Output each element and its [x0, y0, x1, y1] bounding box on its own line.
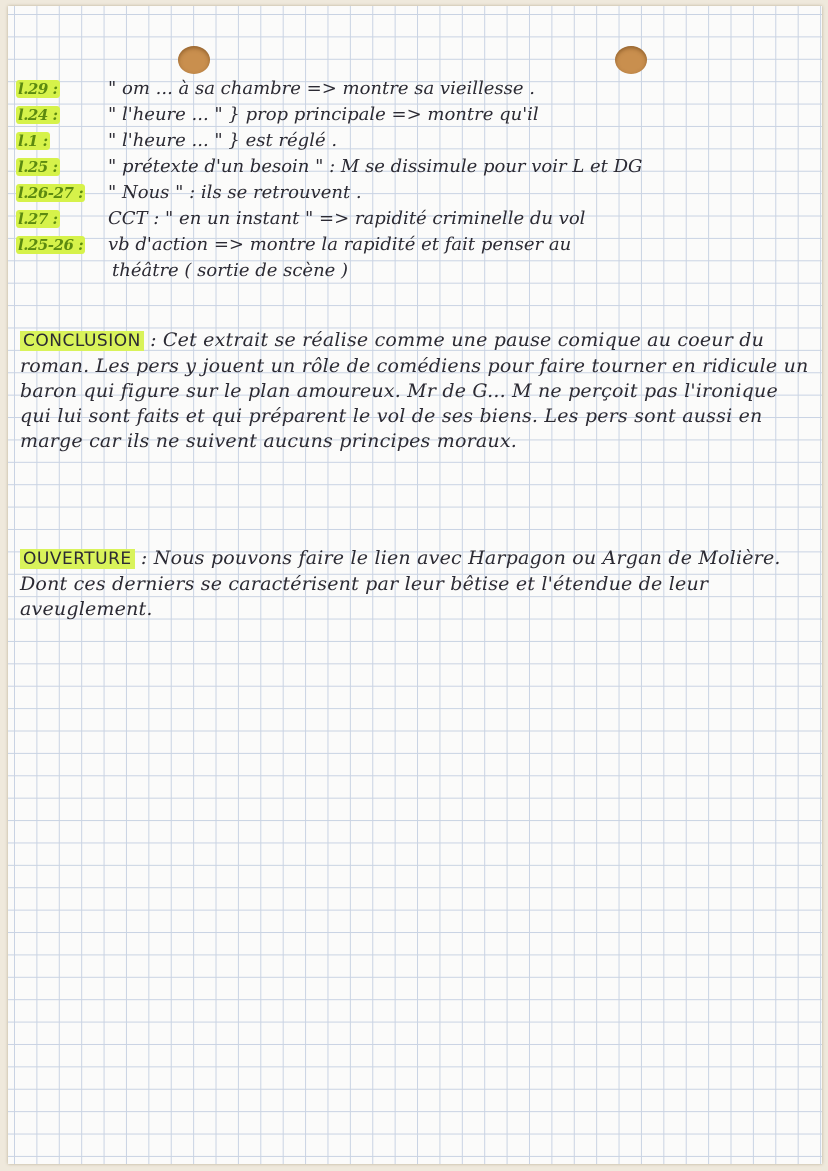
note-row — [16, 76, 816, 102]
line-reference: l.27 : — [18, 210, 58, 228]
binder-hole-right — [615, 46, 647, 74]
line-reference: l.29 : — [18, 80, 58, 98]
note-text: " prétexte d'un besoin " : M se dissimule pour voir L et DG — [108, 156, 643, 177]
conclusion-text: : Cet extrait se réalise comme une pause comique au coeur du roman. Les pers y jouent un rôle de comédiens pour faire tourner en ridicule un baron qui figure sur le plan amoureux. Mr de G... M ne perçoit pas l'ironique qui lui sont faits et qui préparent le vol de ses biens. Les pers sont aussi en marge car ils ne suivent aucuns principes moraux. — [20, 329, 809, 452]
note-text: " om ... à sa chambre => montre sa vieillesse . — [108, 78, 535, 99]
line-notes — [16, 76, 816, 284]
note-row — [16, 206, 816, 232]
note-row — [16, 154, 816, 180]
binder-hole-left — [178, 46, 210, 74]
line-reference: l.24 : — [18, 106, 58, 124]
conclusion-heading: CONCLUSION — [20, 331, 144, 351]
line-reference: l.25-26 : — [18, 236, 84, 254]
note-text: " l'heure ... " } est réglé . — [108, 130, 338, 151]
note-row — [16, 180, 816, 206]
ouverture-heading: OUVERTURE — [20, 549, 135, 569]
notebook-page — [8, 6, 822, 1164]
note-row — [16, 232, 816, 258]
conclusion-paragraph — [20, 328, 810, 454]
note-text: " Nous " : ils se retrouvent . — [108, 182, 362, 203]
ouverture-text: : Nous pouvons faire le lien avec Harpagon ou Argan de Molière. Dont ces derniers se caractérisent par leur bêtise et l'étendue de leur aveuglement. — [20, 547, 781, 620]
note-text: vb d'action => montre la rapidité et fait penser au — [108, 234, 572, 255]
note-row — [16, 128, 816, 154]
note-row — [16, 102, 816, 128]
line-reference: l.26-27 : — [18, 184, 84, 202]
line-reference: l.25 : — [18, 158, 58, 176]
ouverture-paragraph — [20, 546, 810, 622]
note-text: CCT : " en un instant " => rapidité criminelle du vol — [108, 208, 586, 229]
line-reference: l.1 : — [18, 132, 48, 150]
note-continuation: théâtre ( sortie de scène ) — [112, 260, 349, 281]
note-text: " l'heure ... " } prop principale => montre qu'il — [108, 104, 539, 125]
